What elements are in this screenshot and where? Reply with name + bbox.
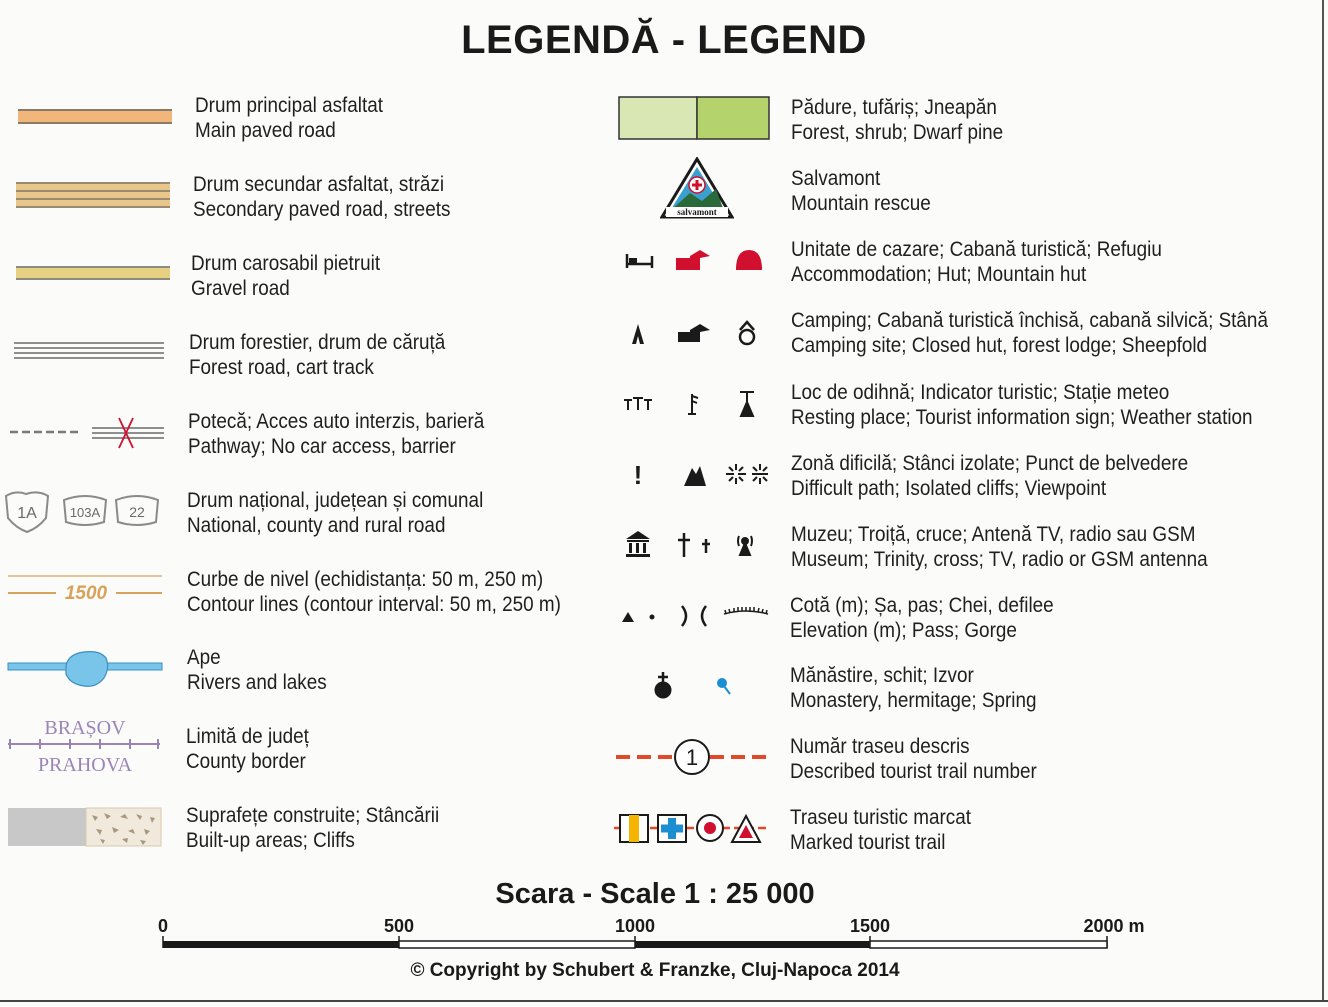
label-en: Built-up areas; Cliffs xyxy=(186,829,355,852)
label-en: Accommodation; Hut; Mountain hut xyxy=(791,263,1087,286)
label-ro: Curbe de nivel (echidistanța: 50 m, 250 m) xyxy=(187,568,544,591)
legend-forest-road xyxy=(189,330,445,380)
sheepfold-icon xyxy=(740,322,754,344)
label-en: Mountain rescue xyxy=(791,192,931,215)
scale-tick-1000: 1000 xyxy=(614,916,656,936)
bed-icon xyxy=(627,254,652,268)
legend-national-road xyxy=(187,488,483,538)
label-en: Elevation (m); Pass; Gorge xyxy=(790,619,1017,642)
label-en: Contour lines (contour interval: 50 m, 250 m) xyxy=(187,593,561,616)
legend-museum xyxy=(791,522,1208,572)
label-en: Gravel road xyxy=(191,277,290,300)
label-ro: Pădure, tufăriș; Jneapăn xyxy=(791,96,997,119)
label-ro: Camping; Cabană turistică închisă, cabană silvică; Stână xyxy=(791,309,1268,332)
label-en: Pathway; No car access, barrier xyxy=(188,435,456,458)
legend-salvamont xyxy=(791,166,931,216)
exclamation-text: ! xyxy=(633,460,643,490)
label-ro: Cotă (m); Șa, pas; Chei, defilee xyxy=(790,594,1054,617)
legend-forest xyxy=(791,95,1003,145)
bottom-border xyxy=(0,1000,1328,1002)
scale-segment-4 xyxy=(870,941,1107,948)
copyright: © Copyright by Schubert & Franzke, Cluj-Napoca 2014 xyxy=(410,960,900,981)
contour-value-text: 1500 xyxy=(64,583,108,604)
label-ro: Unitate de cazare; Cabană turistică; Refugiu xyxy=(791,238,1162,261)
elevation-dot-icon xyxy=(650,615,655,620)
main-road-icon xyxy=(10,100,180,136)
monastery-icon xyxy=(618,668,774,706)
county-upper-text: BRAȘOV xyxy=(44,717,126,739)
accommodation-icon xyxy=(618,244,774,278)
yellow-stripe-marker-icon xyxy=(620,815,648,842)
hut-icon xyxy=(676,250,710,270)
antenna-icon xyxy=(738,536,752,555)
county-border-icon xyxy=(4,712,174,778)
label-ro: Limită de județ xyxy=(186,725,309,748)
label-en: Difficult path; Isolated cliffs; Viewpoint xyxy=(791,477,1107,500)
scale-title: Scara - Scale 1 : 25 000 xyxy=(495,878,815,910)
marked-trail-icon xyxy=(612,810,772,850)
museum-icon xyxy=(618,527,774,563)
label-en: Rivers and lakes xyxy=(187,671,327,694)
scale-tick-0: 0 xyxy=(157,916,169,936)
salvamont-icon xyxy=(660,157,734,221)
label-ro: Zonă dificilă; Stânci izolate; Punct de belvedere xyxy=(791,452,1189,475)
legend-monastery xyxy=(790,663,1037,713)
trail-number-icon xyxy=(612,736,772,780)
legend-accommodation xyxy=(791,237,1162,287)
label-ro: Drum carosabil pietruit xyxy=(191,252,381,275)
label-ro: Loc de odihnă; Indicator turistic; Stație meteo xyxy=(791,381,1170,404)
scale-segment-1 xyxy=(163,941,399,948)
legend-title: LEGENDĂ - LEGEND xyxy=(461,18,867,62)
forest-icon xyxy=(617,95,773,141)
label-ro: Traseu turistic marcat xyxy=(790,806,971,829)
shield-national-text: 1A xyxy=(17,505,37,522)
red-dot-marker-icon xyxy=(697,815,723,841)
legend-marked-trail xyxy=(790,805,971,855)
county-lower-text: PRAHOVA xyxy=(37,754,133,776)
label-ro: Salvamont xyxy=(791,167,881,190)
label-en: Marked tourist trail xyxy=(790,831,946,854)
label-en: County border xyxy=(186,750,306,773)
gravel-road-icon xyxy=(10,258,180,288)
museum-building-icon xyxy=(626,531,650,557)
info-sign-icon xyxy=(688,394,698,414)
label-ro: Drum principal asfaltat xyxy=(195,94,384,117)
tent-icon xyxy=(632,324,644,344)
legend-contour-lines xyxy=(187,567,561,617)
scale-tick-2000: 2000 m xyxy=(1083,916,1145,936)
legend-resting-place xyxy=(791,380,1253,430)
camping-icon xyxy=(618,316,774,352)
difficult-path-icon xyxy=(618,456,774,492)
scale-segment-3 xyxy=(635,941,870,948)
legend-water xyxy=(187,645,327,695)
legend-pathway xyxy=(188,409,484,459)
label-ro: Potecă; Acces auto interzis, barieră xyxy=(188,410,485,433)
viewpoint-icon xyxy=(726,464,768,484)
pathway-icon xyxy=(8,412,178,454)
label-en: Secondary paved road, streets xyxy=(193,198,451,221)
label-ro: Drum secundar asfaltat, străzi xyxy=(193,173,445,196)
elevation-icon xyxy=(618,600,774,634)
scale-segment-2 xyxy=(399,941,635,948)
built-up-icon xyxy=(4,805,174,849)
bench-icon xyxy=(624,398,652,410)
legend-built-up xyxy=(186,803,439,853)
scale-bar xyxy=(158,934,1114,954)
legend-elevation xyxy=(790,593,1054,643)
label-en: Resting place; Tourist information sign; Weather station xyxy=(791,406,1253,429)
monastery-symbol-icon xyxy=(655,672,671,698)
label-ro: Mănăstire, schit; Izvor xyxy=(790,664,974,687)
salvamont-text: salvamont xyxy=(677,207,717,217)
legend-county-border xyxy=(186,724,309,774)
shield-rural-text: 22 xyxy=(129,504,145,520)
legend-difficult-path xyxy=(791,451,1188,501)
legend-gravel-road xyxy=(191,251,380,301)
closed-hut-icon xyxy=(678,324,710,342)
label-ro: Suprafețe construite; Stâncării xyxy=(186,804,440,827)
label-ro: Ape xyxy=(187,646,221,669)
pass-icon xyxy=(682,606,706,626)
shield-county-text: 103A xyxy=(69,505,101,520)
label-ro: Muzeu; Troiță, cruce; Antenă TV, radio sau GSM xyxy=(791,523,1196,546)
gorge-icon xyxy=(724,607,768,614)
label-ro: Drum forestier, drum de căruță xyxy=(189,331,446,354)
legend-main-road xyxy=(195,93,383,143)
label-ro: Drum național, județean și comunal xyxy=(187,489,484,512)
trail-number-text: 1 xyxy=(685,745,699,770)
label-en: National, county and rural road xyxy=(187,514,446,537)
elevation-triangle-icon xyxy=(622,612,634,622)
blue-cross-marker-icon xyxy=(658,815,686,842)
label-en: Forest, shrub; Dwarf pine xyxy=(791,121,1004,144)
label-en: Described tourist trail number xyxy=(790,760,1037,783)
label-en: Monastery, hermitage; Spring xyxy=(790,689,1037,712)
isolated-cliff-icon xyxy=(684,466,706,486)
cross-icon xyxy=(678,533,710,557)
label-ro: Număr traseu descris xyxy=(790,735,970,758)
legend-trail-number xyxy=(790,734,1037,784)
label-en: Forest road, cart track xyxy=(189,356,374,379)
contour-icon xyxy=(4,568,174,612)
spring-icon xyxy=(718,679,731,695)
weather-station-icon xyxy=(740,392,754,416)
label-en: Main paved road xyxy=(195,119,336,142)
secondary-road-icon xyxy=(10,178,180,214)
road-shield-icon xyxy=(0,488,175,536)
scale-tick-1500: 1500 xyxy=(849,916,891,936)
scale-tick-500: 500 xyxy=(383,916,415,936)
resting-place-icon xyxy=(618,388,774,424)
forest-road-icon xyxy=(10,336,180,366)
water-icon xyxy=(4,646,174,694)
mountain-hut-icon xyxy=(736,250,762,270)
legend-secondary-road xyxy=(193,172,450,222)
label-en: Camping site; Closed hut, forest lodge; Sheepfold xyxy=(791,334,1208,357)
label-en: Museum; Trinity, cross; TV, radio or GSM antenna xyxy=(791,548,1208,571)
legend-camping xyxy=(791,308,1268,358)
right-border xyxy=(1322,0,1324,1000)
